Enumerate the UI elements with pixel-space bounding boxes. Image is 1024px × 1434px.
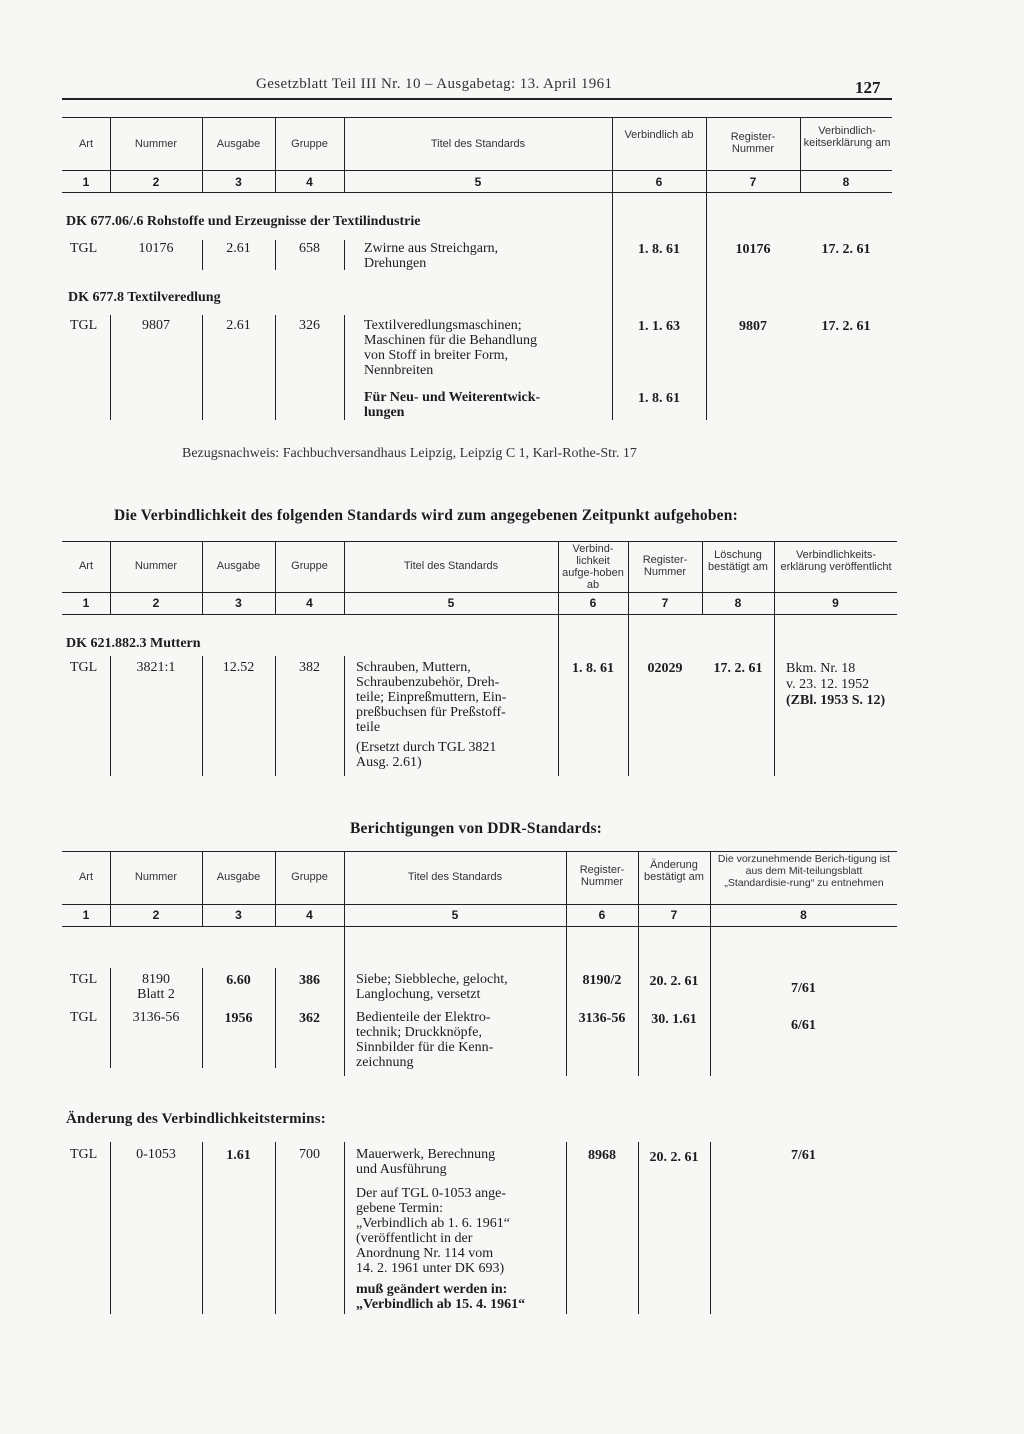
column-number: 3 bbox=[235, 596, 242, 610]
titel-line: 14. 2. 1961 unter DK 693) bbox=[356, 1261, 505, 1276]
column-number: 6 bbox=[655, 175, 663, 189]
gruppe-cell: 658 bbox=[299, 241, 320, 256]
table-rule bbox=[62, 117, 892, 118]
titel-line: technik; Druckknöpfe, bbox=[356, 1025, 482, 1040]
titel-line: Anordnung Nr. 114 vom bbox=[356, 1246, 494, 1261]
nummer-cell: 9807 bbox=[142, 318, 170, 333]
column-header: Ausgabe bbox=[216, 560, 261, 572]
column-number: 3 bbox=[235, 908, 242, 922]
titel-line: Langlochung, versetzt bbox=[356, 987, 481, 1002]
table-rule bbox=[62, 904, 897, 905]
column-divider bbox=[774, 614, 775, 776]
titel-line: Drehungen bbox=[364, 256, 427, 271]
nummer-cell: 8190 bbox=[142, 972, 170, 987]
register-cell: 9807 bbox=[739, 319, 767, 334]
group-heading: DK 621.882.3 Muttern bbox=[66, 636, 201, 651]
column-divider bbox=[706, 192, 707, 420]
column-number: 7 bbox=[670, 908, 678, 922]
verbindlich-cell: 1. 8. 61 bbox=[638, 242, 680, 257]
column-header: Register-Nummer bbox=[730, 131, 776, 155]
titel-line: Mauerwerk, Berechnung bbox=[356, 1147, 496, 1162]
column-number: 3 bbox=[235, 175, 242, 189]
column-header: Verbindlich-keitserklärung am bbox=[803, 125, 891, 149]
gruppe-cell: 362 bbox=[299, 1011, 320, 1026]
verbindlich-cell: 1. 1. 63 bbox=[638, 319, 680, 334]
titel-line: Schrauben, Muttern, bbox=[356, 660, 471, 675]
loeschung-cell: 17. 2. 61 bbox=[713, 661, 763, 676]
group-heading: DK 677.8 Textilveredlung bbox=[68, 290, 221, 305]
column-number: 4 bbox=[306, 175, 313, 189]
column-header: Verbindlichkeits-erklärung veröffentlicht bbox=[780, 549, 892, 573]
titel-line: „Verbindlich ab 15. 4. 1961“ bbox=[356, 1297, 526, 1312]
erklaerung-cell: 17. 2. 61 bbox=[821, 319, 871, 334]
column-header: Register-Nummer bbox=[642, 554, 688, 578]
titel-line: Schraubenzubehör, Dreh- bbox=[356, 675, 500, 690]
nummer-cell: 10176 bbox=[138, 241, 174, 256]
table-rule bbox=[62, 170, 892, 171]
titel-line: Bedienteile der Elektro- bbox=[356, 1010, 491, 1025]
column-divider bbox=[628, 614, 629, 776]
veroeffentlicht-line: Bkm. Nr. 18 bbox=[786, 661, 856, 676]
column-number: 9 bbox=[832, 596, 839, 610]
column-number: 1 bbox=[82, 596, 90, 610]
nummer-cell: 0-1053 bbox=[136, 1147, 176, 1162]
column-number: 2 bbox=[152, 908, 160, 922]
column-divider bbox=[612, 192, 613, 420]
titel-line: Sinnbilder für die Kenn- bbox=[356, 1040, 494, 1055]
column-header: Nummer bbox=[134, 560, 178, 572]
column-divider bbox=[202, 1142, 203, 1314]
column-number: 7 bbox=[661, 596, 669, 610]
titel-line: Nennbreiten bbox=[364, 363, 434, 378]
verbindlich-cell: 1. 8. 61 bbox=[638, 391, 680, 406]
titel-line: Für Neu- und Weiterentwick- bbox=[364, 390, 541, 405]
column-header: Titel des Standards bbox=[430, 138, 526, 150]
aufgehoben-cell: 1. 8. 61 bbox=[572, 661, 614, 676]
titel-line: gebene Termin: bbox=[356, 1201, 444, 1216]
titel-line: Ausg. 2.61) bbox=[356, 755, 422, 770]
titel-line: Textilveredlungsmaschinen; bbox=[364, 318, 522, 333]
art-cell: TGL bbox=[70, 1147, 98, 1162]
column-header: Art bbox=[78, 560, 94, 572]
titel-line: (Ersetzt durch TGL 3821 bbox=[356, 740, 497, 755]
column-number: 5 bbox=[447, 596, 455, 610]
column-divider bbox=[710, 1142, 711, 1314]
titel-line: Der auf TGL 0-1053 ange- bbox=[356, 1186, 507, 1201]
art-cell: TGL bbox=[70, 660, 98, 675]
column-header: Art bbox=[78, 138, 94, 150]
column-number: 1 bbox=[82, 908, 90, 922]
veroeffentlicht-line: (ZBl. 1953 S. 12) bbox=[786, 693, 886, 708]
nummer-cell: 3821:1 bbox=[136, 660, 176, 675]
column-number: 4 bbox=[306, 908, 313, 922]
column-divider bbox=[344, 926, 345, 1076]
group-heading: DK 677.06/.6 Rohstoffe und Erzeugnisse der Textilindustrie bbox=[66, 214, 421, 229]
column-divider bbox=[710, 926, 711, 1076]
ausgabe-cell: 2.61 bbox=[226, 318, 251, 333]
column-number: 1 bbox=[82, 175, 90, 189]
titel-line: Siebe; Siebbleche, gelocht, bbox=[356, 972, 508, 987]
column-divider bbox=[566, 1142, 567, 1314]
titel-line: teile bbox=[356, 720, 381, 735]
aenderung-cell: 30. 1.61 bbox=[651, 1012, 697, 1027]
art-cell: TGL bbox=[70, 241, 98, 256]
column-header: Titel des Standards bbox=[403, 560, 499, 572]
register-cell: 02029 bbox=[647, 661, 683, 676]
column-divider bbox=[344, 240, 345, 270]
titel-line: zeichnung bbox=[356, 1055, 414, 1070]
column-number: 6 bbox=[598, 908, 606, 922]
register-cell: 8968 bbox=[588, 1148, 616, 1163]
ausgabe-cell: 2.61 bbox=[226, 241, 251, 256]
nummer-cell: Blatt 2 bbox=[137, 987, 175, 1002]
column-header: Löschung bestätigt am bbox=[708, 549, 768, 573]
column-header: Verbind-lichkeit aufge-hoben ab bbox=[562, 543, 624, 591]
column-number: 7 bbox=[749, 175, 757, 189]
column-header: Register-Nummer bbox=[579, 864, 625, 888]
aenderung-cell: 20. 2. 61 bbox=[649, 1150, 699, 1165]
ausgabe-cell: 6.60 bbox=[226, 973, 251, 988]
column-number: 8 bbox=[842, 175, 850, 189]
column-number: 5 bbox=[474, 175, 482, 189]
table-rule bbox=[62, 614, 897, 615]
column-header: Art bbox=[78, 871, 94, 883]
titel-line: von Stoff in breiter Form, bbox=[364, 348, 509, 363]
column-divider bbox=[558, 614, 559, 776]
section-heading: Berichtigungen von DDR-Standards: bbox=[350, 820, 603, 837]
mitteilung-cell: 6/61 bbox=[791, 1018, 816, 1033]
titel-line: „Verbindlich ab 1. 6. 1961“ bbox=[356, 1216, 510, 1231]
column-number: 2 bbox=[152, 175, 160, 189]
mitteilung-cell: 7/61 bbox=[791, 1148, 816, 1163]
column-header: Gruppe bbox=[291, 871, 328, 883]
titel-line: preßbuchsen für Preßstoff- bbox=[356, 705, 506, 720]
art-cell: TGL bbox=[70, 972, 98, 987]
register-cell: 10176 bbox=[735, 242, 771, 257]
column-header: Änderung bestätigt am bbox=[644, 859, 704, 883]
nummer-cell: 3136-56 bbox=[132, 1010, 180, 1025]
register-cell: 8190/2 bbox=[582, 973, 622, 988]
register-cell: 3136-56 bbox=[578, 1011, 626, 1026]
titel-line: und Ausführung bbox=[356, 1162, 447, 1177]
column-header: Titel des Standards bbox=[407, 871, 503, 883]
column-divider bbox=[275, 1142, 276, 1314]
column-header: Gruppe bbox=[291, 560, 328, 572]
table-rule bbox=[62, 192, 892, 193]
titel-line: muß geändert werden in: bbox=[356, 1282, 508, 1297]
ausgabe-cell: 12.52 bbox=[222, 660, 255, 675]
column-number: 4 bbox=[306, 596, 313, 610]
page-header: Gesetzblatt Teil III Nr. 10 – Ausgabetag: 13. April 1961 bbox=[256, 76, 613, 92]
column-number: 5 bbox=[451, 908, 459, 922]
column-divider bbox=[110, 1142, 111, 1314]
table-rule bbox=[62, 851, 897, 852]
column-divider bbox=[638, 1142, 639, 1314]
bezugsnachweis: Bezugsnachweis: Fachbuchversandhaus Leipzig, Leipzig C 1, Karl-Rothe-Str. 17 bbox=[182, 446, 637, 461]
ausgabe-cell: 1.61 bbox=[226, 1148, 251, 1163]
column-number: 8 bbox=[800, 908, 807, 922]
column-header: Verbindlich ab bbox=[624, 129, 694, 141]
aenderung-cell: 20. 2. 61 bbox=[649, 974, 699, 989]
ausgabe-cell: 1956 bbox=[224, 1011, 253, 1026]
column-header: Nummer bbox=[134, 138, 178, 150]
erklaerung-cell: 17. 2. 61 bbox=[821, 242, 871, 257]
table-rule bbox=[62, 541, 897, 542]
section-heading: Die Verbindlichkeit des folgenden Standards wird zum angegebenen Zeitpunkt aufgehoben: bbox=[114, 507, 738, 524]
column-divider bbox=[344, 656, 345, 776]
titel-line: (veröffentlicht in der bbox=[356, 1231, 473, 1246]
column-divider bbox=[638, 926, 639, 1076]
column-number: 6 bbox=[589, 596, 597, 610]
gruppe-cell: 382 bbox=[299, 660, 320, 675]
column-header: Gruppe bbox=[291, 138, 328, 150]
titel-line: lungen bbox=[364, 405, 405, 420]
column-number: 8 bbox=[734, 596, 742, 610]
column-divider bbox=[566, 926, 567, 1076]
column-header: Die vorzunehmende Berich-tigung ist aus dem Mit-teilungsblatt „Standardisie-rung“ zu entnehmen bbox=[717, 853, 891, 889]
mitteilung-cell: 7/61 bbox=[791, 981, 816, 996]
column-divider bbox=[344, 1142, 345, 1314]
column-divider bbox=[344, 315, 345, 420]
titel-line: Maschinen für die Behandlung bbox=[364, 333, 538, 348]
veroeffentlicht-line: v. 23. 12. 1952 bbox=[786, 677, 870, 692]
page-number: 127 bbox=[855, 78, 881, 97]
table-rule bbox=[62, 592, 897, 593]
column-header: Ausgabe bbox=[216, 871, 261, 883]
titel-line: teile; Einpreßmuttern, Ein- bbox=[356, 690, 507, 705]
art-cell: TGL bbox=[70, 1010, 98, 1025]
table-rule bbox=[62, 926, 897, 927]
gruppe-cell: 386 bbox=[299, 973, 320, 988]
gruppe-cell: 326 bbox=[299, 318, 320, 333]
titel-line: Zwirne aus Streichgarn, bbox=[364, 241, 499, 256]
column-header: Nummer bbox=[134, 871, 178, 883]
gruppe-cell: 700 bbox=[299, 1147, 320, 1162]
column-number: 2 bbox=[152, 596, 160, 610]
column-header: Ausgabe bbox=[216, 138, 261, 150]
subheading: Änderung des Verbindlichkeitstermins: bbox=[66, 1111, 326, 1127]
header-rule bbox=[62, 98, 892, 100]
art-cell: TGL bbox=[70, 318, 98, 333]
